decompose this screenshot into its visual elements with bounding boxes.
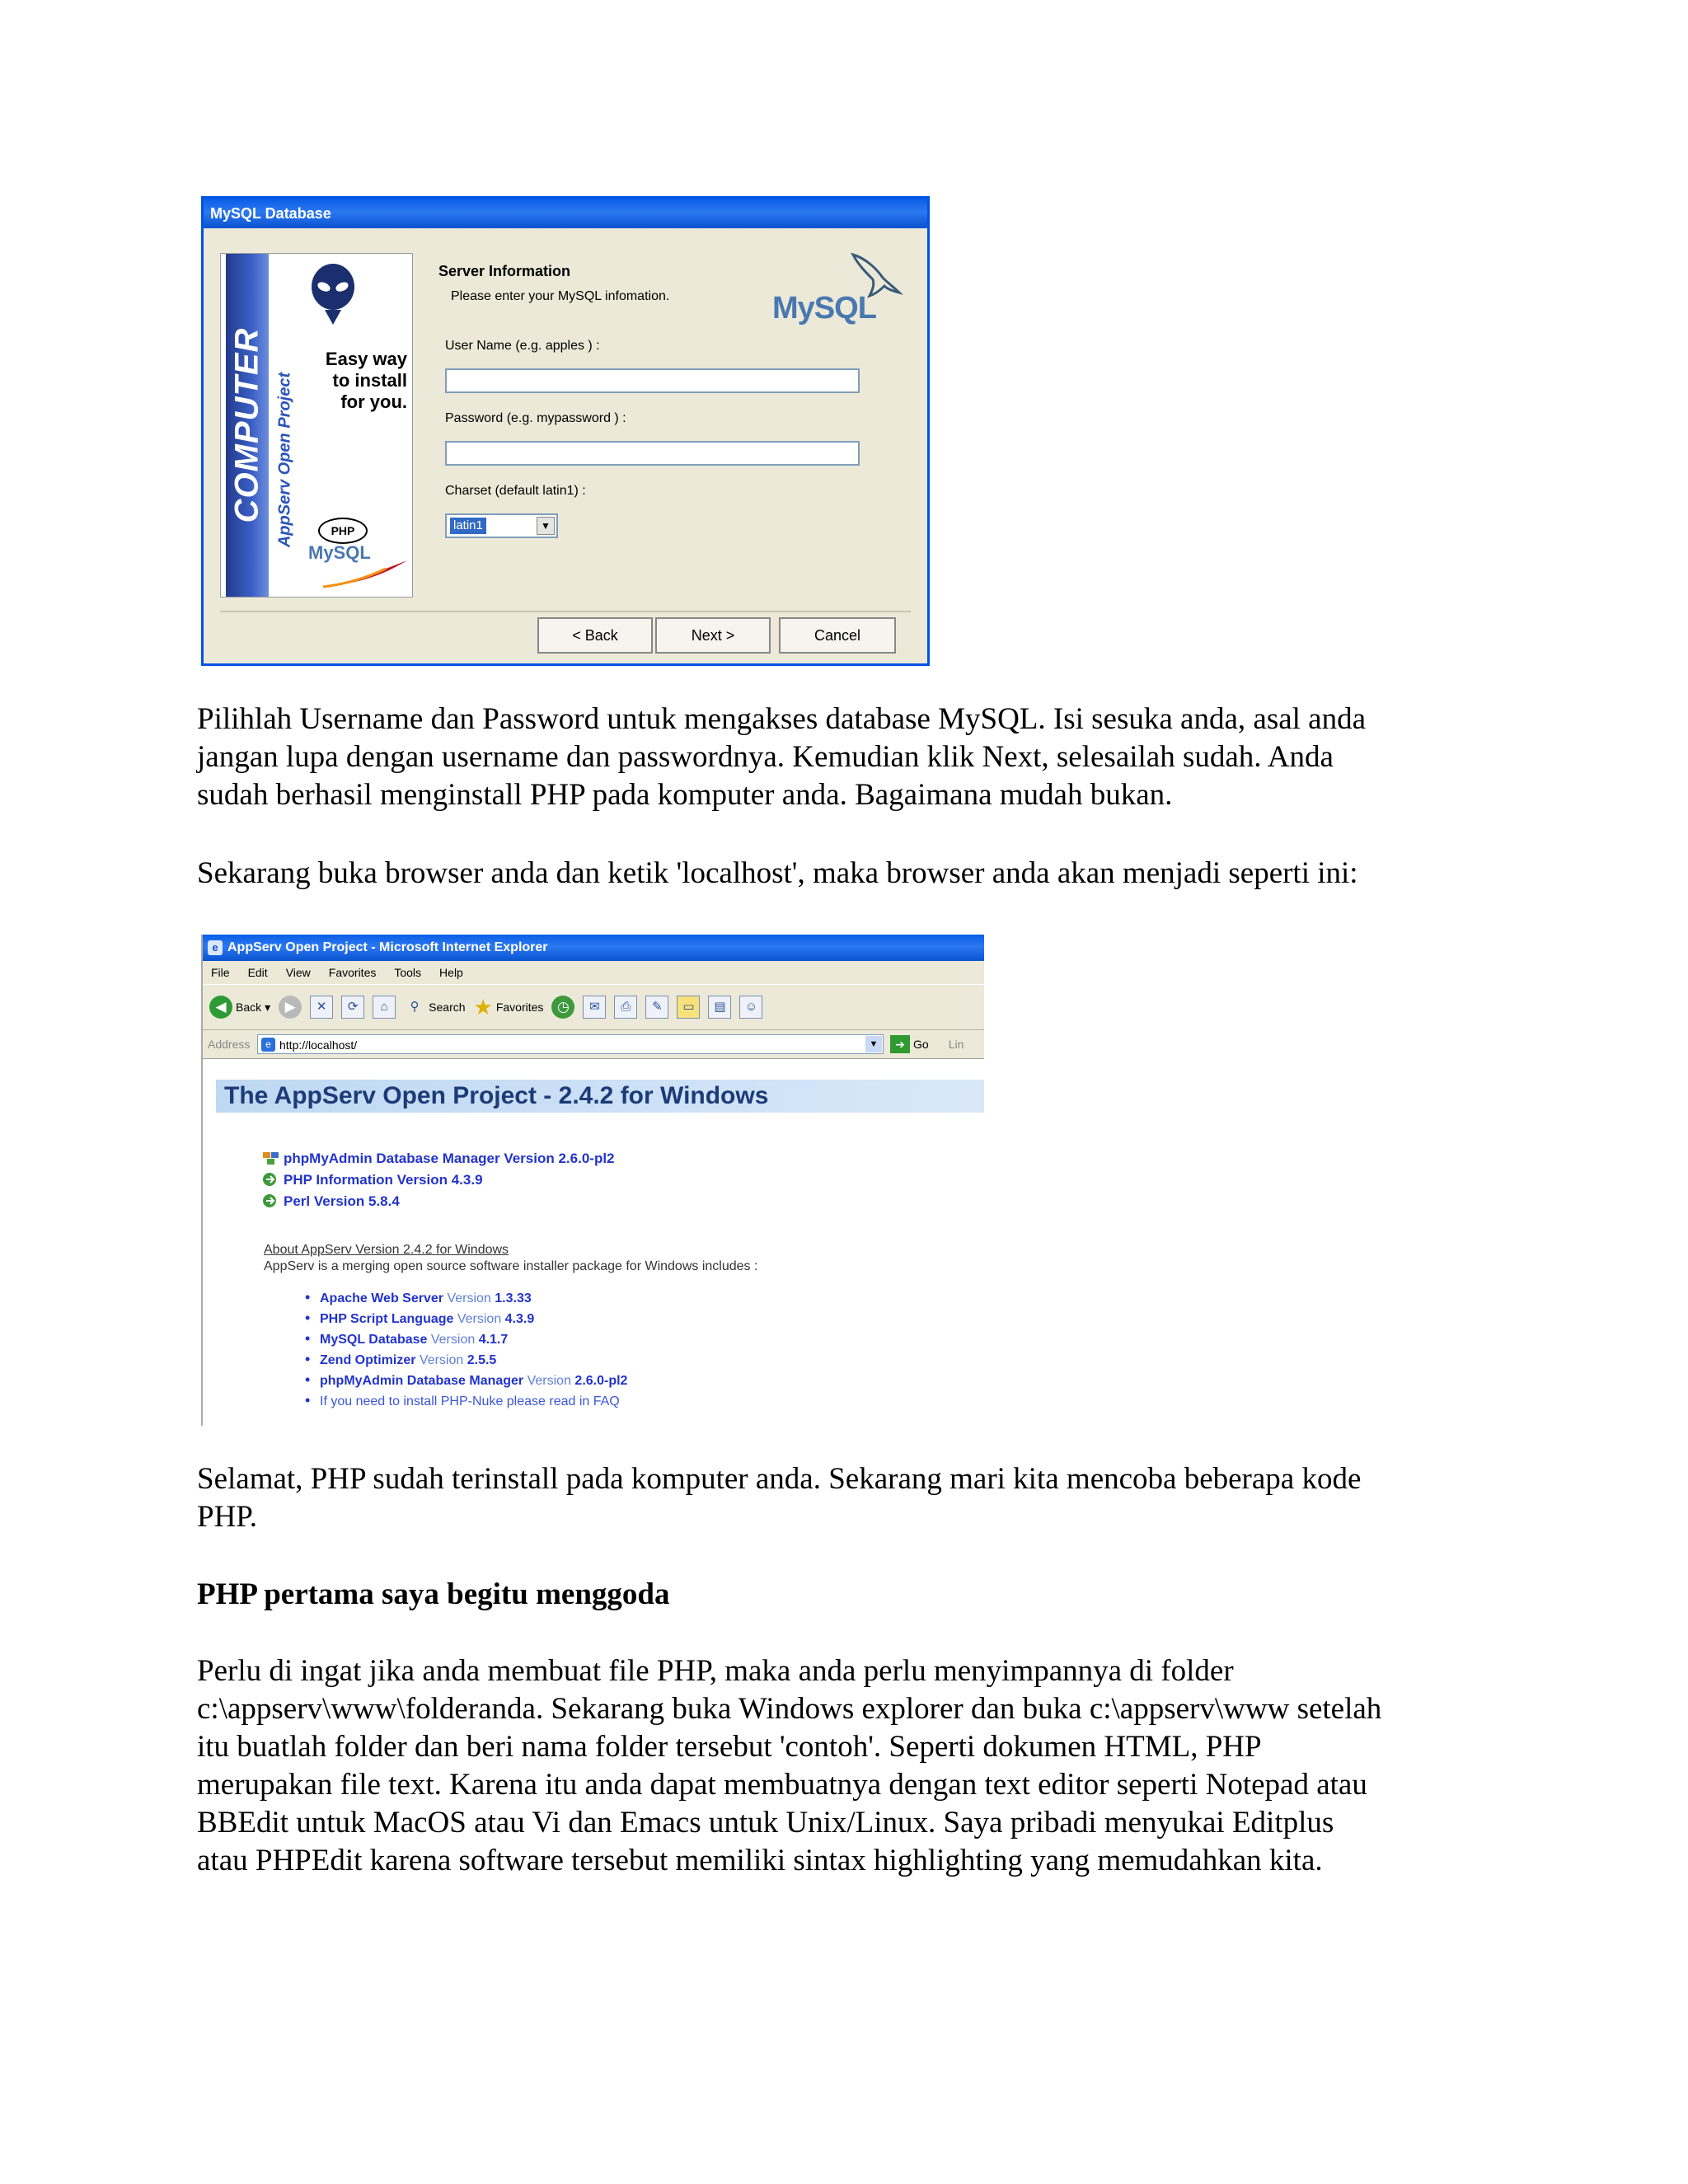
link-label: PHP Information Version 4.3.9	[284, 1172, 483, 1188]
go-button[interactable]	[890, 1035, 929, 1053]
menu-help[interactable]: Help	[439, 966, 463, 979]
home-icon[interactable]: ⌂	[373, 996, 396, 1019]
paragraph-php-folder	[197, 1652, 1491, 1880]
browser-title: AppServ Open Project - Microsoft Internet Explorer	[227, 940, 548, 954]
banner-subtitle: AppServ Open Project	[275, 372, 294, 548]
charset-value: latin1	[450, 518, 486, 534]
heading-text: PHP pertama saya begitu menggoda	[197, 1577, 670, 1611]
arrow-link-icon	[262, 1172, 280, 1187]
phpmyadmin-link[interactable]	[262, 1151, 615, 1167]
next-button[interactable]: Next >	[655, 617, 771, 654]
back-label: Back	[236, 1001, 262, 1014]
forward-arrow-icon[interactable]: ▶	[279, 996, 302, 1019]
list-item: • PHP Script Language Version 4.3.9	[305, 1308, 627, 1329]
arrow-link-icon	[262, 1193, 280, 1208]
favorites-button[interactable]	[474, 995, 544, 1020]
list-item: • Zend Optimizer Version 2.5.5	[305, 1349, 627, 1370]
paragraph-open-browser	[197, 855, 1491, 893]
chevron-down-icon[interactable]: ▼	[865, 1036, 882, 1052]
banner-brand: COMPUTER	[228, 327, 265, 523]
address-bar	[203, 1030, 984, 1059]
password-input[interactable]	[445, 441, 860, 466]
paragraph-congrats	[197, 1460, 1491, 1536]
go-label: Go	[913, 1038, 929, 1051]
star-icon: ★	[473, 994, 493, 1019]
alien-icon	[307, 262, 359, 328]
folder-icon[interactable]: ▭	[677, 996, 700, 1019]
appserv-description: AppServ is a merging open source software installer package for Windows includes :	[264, 1259, 758, 1273]
text-line: sudah berhasil menginstall PHP pada komputer anda. Bagaimana mudah bukan.	[197, 778, 1173, 812]
menu-edit[interactable]: Edit	[247, 966, 268, 979]
favorites-label: Favorites	[495, 1001, 544, 1014]
back-button[interactable]: < Back	[537, 617, 653, 654]
username-input[interactable]	[445, 368, 860, 393]
chevron-down-icon[interactable]: ▼	[537, 517, 555, 535]
list-item: • If you need to install PHP-Nuke please read in FAQ	[305, 1390, 627, 1411]
text-line: Sekarang buka browser anda dan ketik 'localhost', maka browser anda akan menjadi seperti ini:	[197, 856, 1358, 890]
section-heading	[197, 1576, 1491, 1614]
text-line: Selamat, PHP sudah terinstall pada komputer anda. Sekarang mari kita mencoba beberapa kode	[197, 1462, 1362, 1496]
list-item: • phpMyAdmin Database Manager Version 2.6.0-pl2	[305, 1370, 627, 1390]
text-line: itu buatlah folder dan beri nama folder tersebut 'contoh'. Seperti dokumen HTML, PHP	[197, 1730, 1262, 1764]
text-line: atau PHPEdit karena software tersebut memiliki sintax highlighting yang memudahkan kita.	[197, 1844, 1323, 1877]
menu-view[interactable]: View	[285, 966, 311, 979]
search-button[interactable]	[404, 996, 465, 1018]
address-input[interactable]	[257, 1034, 884, 1054]
appserv-page-title: The AppServ Open Project - 2.4.2 for Windows	[216, 1080, 984, 1113]
server-info-heading: Server Information	[438, 263, 571, 279]
stop-icon[interactable]: ✕	[310, 996, 333, 1019]
go-arrow-icon: ➔	[890, 1035, 910, 1053]
phpmyadmin-icon	[262, 1151, 280, 1165]
about-appserv-link[interactable]: About AppServ Version 2.4.2 for Windows	[264, 1243, 509, 1257]
link-label: phpMyAdmin Database Manager Version 2.6.0-pl2	[284, 1151, 615, 1166]
menu-tools[interactable]: Tools	[394, 966, 422, 979]
browser-title-bar	[203, 935, 984, 961]
messenger-icon[interactable]: ☺	[739, 996, 762, 1019]
menu-file[interactable]: File	[211, 966, 230, 979]
charset-label: Charset (default latin1) :	[445, 484, 586, 498]
mail-icon[interactable]: ✉	[583, 996, 606, 1019]
browser-toolbar	[203, 984, 984, 1030]
paragraph-username-password	[197, 701, 1491, 814]
perl-link[interactable]	[262, 1193, 400, 1210]
banner-mysql-logo: MySQL	[308, 542, 371, 563]
browser-menu-bar	[203, 961, 984, 984]
text-line: jangan lupa dengan username dan passwordnya. Kemudian klik Next, selesailah sudah. Anda	[197, 740, 1334, 774]
links-label[interactable]: Lin	[948, 1038, 964, 1051]
text-line: merupakan file text. Karena itu anda dapat membuatnya dengan text editor seperti Notepad atau	[197, 1768, 1367, 1802]
text-line: BBEdit untuk MacOS atau Vi dan Emacs untuk Unix/Linux. Saya pribadi menyukai Editplus	[197, 1806, 1334, 1840]
edit-icon[interactable]: ✎	[645, 996, 668, 1019]
appserv-banner	[220, 253, 413, 598]
search-label: Search	[429, 1001, 466, 1014]
tagline-line: Easy way	[325, 349, 407, 369]
cancel-button[interactable]: Cancel	[779, 617, 896, 654]
text-line: c:\appserv\www\folderanda. Sekarang buka Windows explorer dan buka c:\appserv\www setelah	[197, 1692, 1382, 1726]
back-arrow-icon: ◀	[209, 996, 232, 1019]
php-info-link[interactable]	[262, 1172, 483, 1188]
server-info-subheading: Please enter your MySQL infomation.	[451, 289, 670, 303]
package-list	[305, 1287, 627, 1411]
list-item: • Apache Web Server Version 1.3.33	[305, 1287, 627, 1308]
menu-favorites[interactable]: Favorites	[328, 966, 377, 979]
internet-explorer-screenshot	[201, 935, 984, 1426]
dialog-title: MySQL Database	[204, 199, 927, 228]
username-label: User Name (e.g. apples ) :	[445, 339, 600, 353]
link-label: Perl Version 5.8.4	[284, 1193, 400, 1209]
history-icon[interactable]: ◷	[551, 996, 574, 1019]
address-value: http://localhost/	[279, 1038, 358, 1052]
refresh-icon[interactable]: ⟳	[341, 996, 364, 1019]
search-icon: ⚲	[410, 1000, 420, 1014]
tagline-line: to install	[332, 370, 407, 391]
ie-page-icon: e	[261, 1038, 275, 1052]
tagline-line: for you.	[340, 391, 407, 412]
text-line: Perlu di ingat jika anda membuat file PHP, maka anda perlu menyimpannya di folder	[197, 1654, 1234, 1688]
mysql-database-dialog-screenshot	[201, 196, 930, 666]
back-button[interactable]: ◀ Back ▾	[209, 996, 270, 1019]
print-icon[interactable]: ⎙	[614, 996, 637, 1019]
ie-page-icon: e	[208, 940, 223, 955]
list-item: • MySQL Database Version 4.1.7	[305, 1329, 627, 1349]
text-line: Pilihlah Username dan Password untuk mengakses database MySQL. Isi sesuka anda, asal anda	[197, 702, 1367, 736]
text-line: PHP.	[197, 1500, 258, 1534]
discuss-icon[interactable]: ▤	[708, 996, 731, 1019]
banner-tagline	[277, 349, 407, 413]
mysql-logo: MySQL	[772, 291, 876, 326]
password-label: Password (e.g. mypassword ) :	[445, 411, 626, 425]
apache-feather-icon	[320, 557, 410, 590]
address-label: Address	[208, 1038, 251, 1051]
dialog-divider	[220, 611, 911, 612]
charset-select[interactable]	[445, 513, 558, 538]
php-logo: PHP	[318, 518, 368, 544]
